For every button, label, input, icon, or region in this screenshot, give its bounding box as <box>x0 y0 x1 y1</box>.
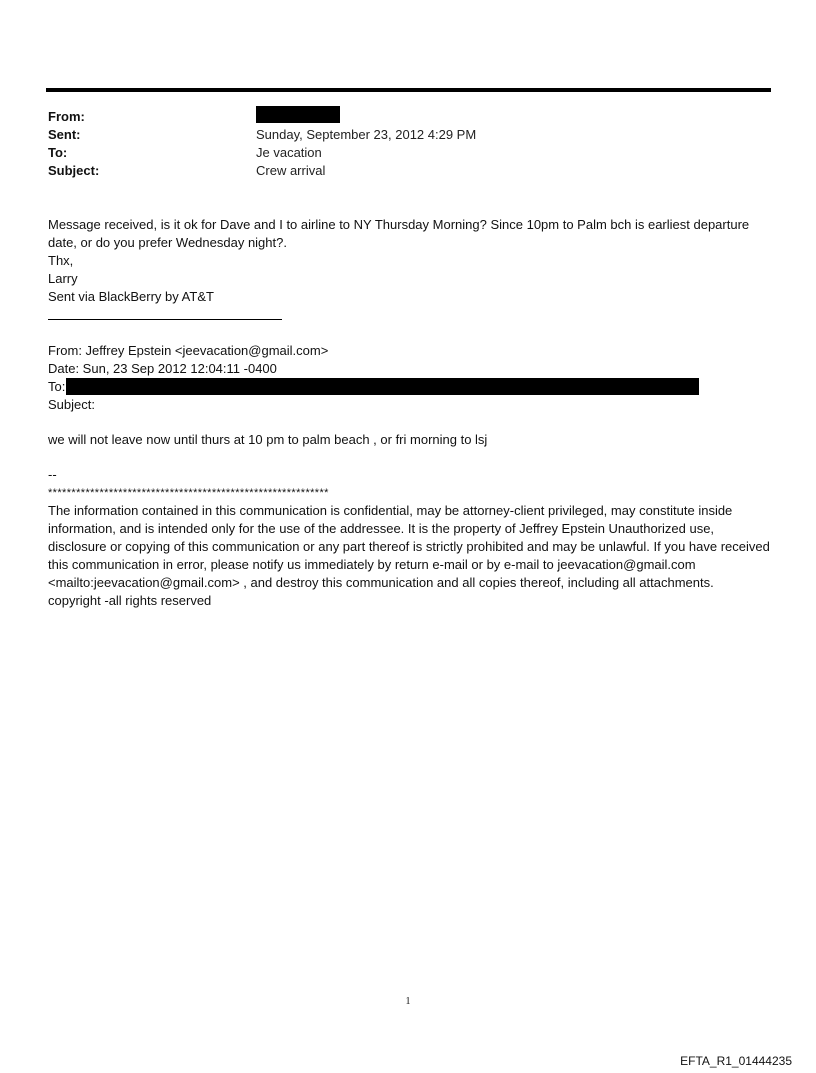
message-line-1: Message received, is it ok for Dave and I to airline to NY Thursday Morning? Since 10pm to Palm bch is earliest departure <box>48 217 750 232</box>
confidentiality-disclaimer: The information contained in this communication is confidential, may be attorney-client privileged, may constitute inside information, and is intended only for the use of the addressee. It is the property of Jeffrey Epstein Unauthorized use, disclosure or copying of this communication or any part thereof is strictly prohibited and may be unlawful. If you have received this communication in error, please notify us immediately by return e-mail or by e-mail to jeevacation@gmail.com <mailto:jeevacation@gmail.com> , and destroy this communication and all copies thereof, including all attachments. copyright -all rights reserved <box>48 503 770 608</box>
quote-divider <box>48 319 282 320</box>
redacted-sender <box>256 106 340 123</box>
sent-value: Sunday, September 23, 2012 4:29 PM <box>256 127 477 142</box>
to-label: To: <box>48 145 68 160</box>
header-rule <box>46 88 771 92</box>
quoted-date: Date: Sun, 23 Sep 2012 12:04:11 -0400 <box>48 361 277 376</box>
page-number: 1 <box>405 996 411 1007</box>
sent-label: Sent: <box>48 127 81 142</box>
quoted-to-label: To: <box>48 379 66 394</box>
bates-number: EFTA_R1_01444235 <box>680 1054 792 1068</box>
quoted-subject: Subject: <box>48 397 95 412</box>
subject-value: Crew arrival <box>256 163 326 178</box>
redacted-recipients <box>66 378 699 395</box>
to-value: Je vacation <box>256 145 322 160</box>
signature-dashes: -- <box>48 467 57 482</box>
from-label: From: <box>48 109 85 124</box>
subject-label: Subject: <box>48 163 100 178</box>
message-line-2: date, or do you prefer Wednesday night?. <box>48 235 287 250</box>
message-line-5: Sent via BlackBerry by AT&T <box>48 289 214 304</box>
quoted-from: From: Jeffrey Epstein <jeevacation@gmail.com> <box>48 343 329 358</box>
quoted-body: we will not leave now until thurs at 10 pm to palm beach , or fri morning to lsj <box>48 432 488 447</box>
asterisk-line: ************************************************************ <box>48 487 329 499</box>
message-line-4: Larry <box>48 271 78 286</box>
message-line-3: Thx, <box>48 253 74 268</box>
